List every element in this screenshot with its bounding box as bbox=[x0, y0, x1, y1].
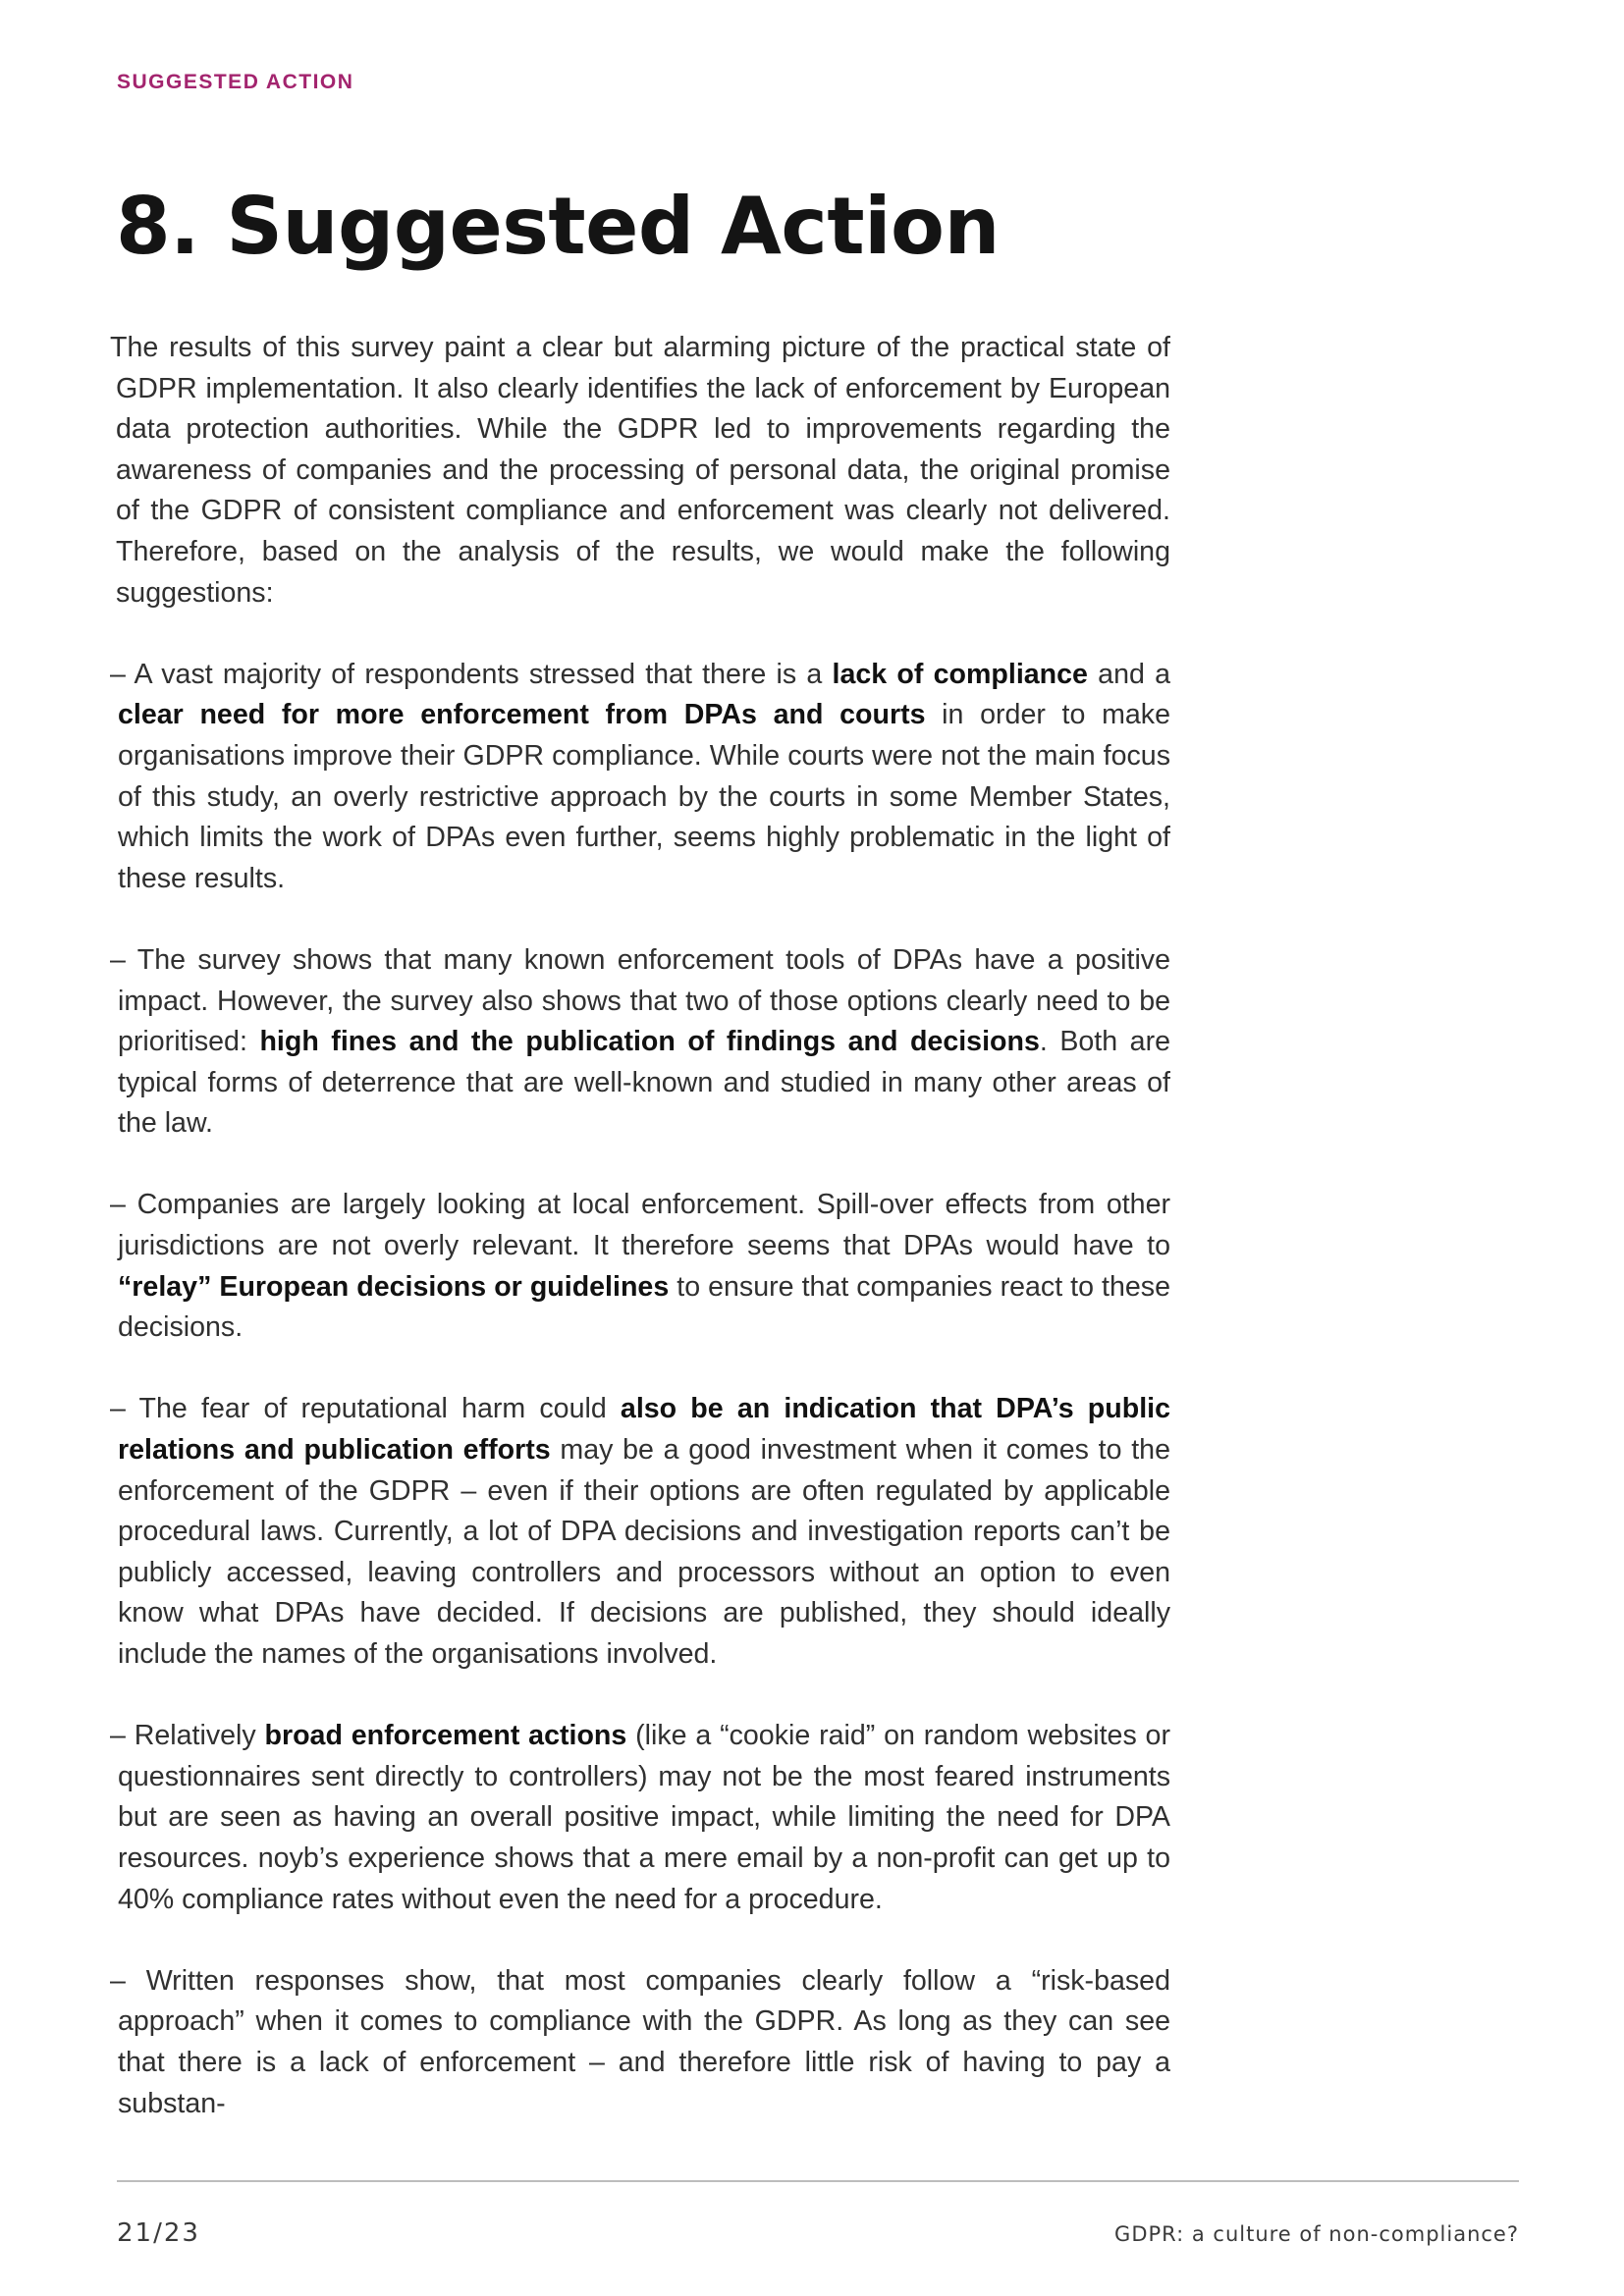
item-emphasis: broad enforcement actions bbox=[264, 1720, 627, 1752]
document-title: GDPR: a culture of non-compliance? bbox=[1114, 2222, 1519, 2246]
item-text: and a bbox=[1087, 658, 1171, 690]
suggestion-item-3 bbox=[110, 1185, 1170, 1348]
suggestion-item-4 bbox=[110, 1389, 1170, 1675]
suggestion-item-6 bbox=[110, 1961, 1170, 2124]
body-text bbox=[110, 328, 1170, 2165]
item-text: – Relatively bbox=[110, 1720, 265, 1752]
item-text: in order to make organisations improve their GDPR compliance. While courts were not the main focus of this study, an overly restrictive approach by the courts in some Member States, which limits the work of DPAs even further, seems highly problematic in the light of these results. bbox=[118, 699, 1170, 894]
suggestion-item-2 bbox=[110, 940, 1170, 1145]
item-emphasis: “relay” European decisions or guidelines bbox=[118, 1270, 670, 1303]
item-emphasis: lack of compliance bbox=[832, 658, 1088, 690]
item-text: may be a good investment when it comes to the enforcement of the GDPR – even if their options are often regulated by applicable procedural laws. Currently, a lot of DPA decisions and investigation reports can’t be publicly accessed, leaving controllers and processors without an option to even know what DPAs have decided. If decisions are published, they should ideally include the names of the organisations involved. bbox=[118, 1434, 1170, 1670]
item-text: – A vast majority of respondents stressed that there is a bbox=[110, 658, 833, 690]
intro-paragraph: The results of this survey paint a clear but alarming picture of the practical state of GDPR implementation. It also clearly identifies the lack of enforcement by European data protection authorities. While the GDPR led to improvements regarding the awareness of companies and the processing of personal data, the original promise of the GDPR of consistent compliance and enforcement was clearly not delivered. Therefore, based on the analysis of the results, we would make the following suggestions: bbox=[110, 332, 1170, 609]
suggestion-item-1 bbox=[110, 655, 1170, 900]
item-text: – The fear of reputational harm could bbox=[110, 1393, 621, 1425]
page-number: 21/23 bbox=[117, 2218, 200, 2248]
item-text: – The survey shows that many known enforcement tools of DPAs have a positive impact. However, the survey also shows that two of those options clearly need to be prioritised: bbox=[110, 943, 1170, 1058]
suggestion-item-5 bbox=[110, 1716, 1170, 1920]
footer-divider bbox=[117, 2180, 1519, 2182]
page-title: 8. Suggested Action bbox=[116, 181, 1000, 272]
item-text: to ensure that companies react to these decisions. bbox=[118, 1270, 1170, 1344]
item-text: . Both are typical forms of deterrence that are well-known and studied in many other areas of the law. bbox=[118, 1026, 1171, 1140]
item-text: – Companies are largely looking at local enforcement. Spill-over effects from other jurisdictions are not overly relevant. It therefore seems that DPAs would have to bbox=[110, 1189, 1170, 1262]
item-text: – Written responses show, that most companies clearly follow a “risk-based approach” when it comes to compliance with the GDPR. As long as they can see that there is a lack of enforcement – and therefore little risk of having to pay a substan- bbox=[110, 1964, 1170, 2119]
item-emphasis: also be an indication that DPA’s public relations and publication efforts bbox=[118, 1393, 1170, 1467]
section-label: SUGGESTED ACTION bbox=[117, 71, 354, 93]
item-emphasis: high fines and the publication of findings and decisions bbox=[259, 1026, 1040, 1058]
item-text: (like a “cookie raid” on random websites or questionnaires sent directly to controllers) may not be the most feared instruments but are seen as having an overall positive impact, while limiting the need for DPA resources. noyb’s experience shows that a mere email by a non-profit can get up to 40% compliance rates without even the need for a procedure. bbox=[118, 1720, 1170, 1915]
item-emphasis: clear need for more enforcement from DPAs and courts bbox=[118, 699, 926, 731]
